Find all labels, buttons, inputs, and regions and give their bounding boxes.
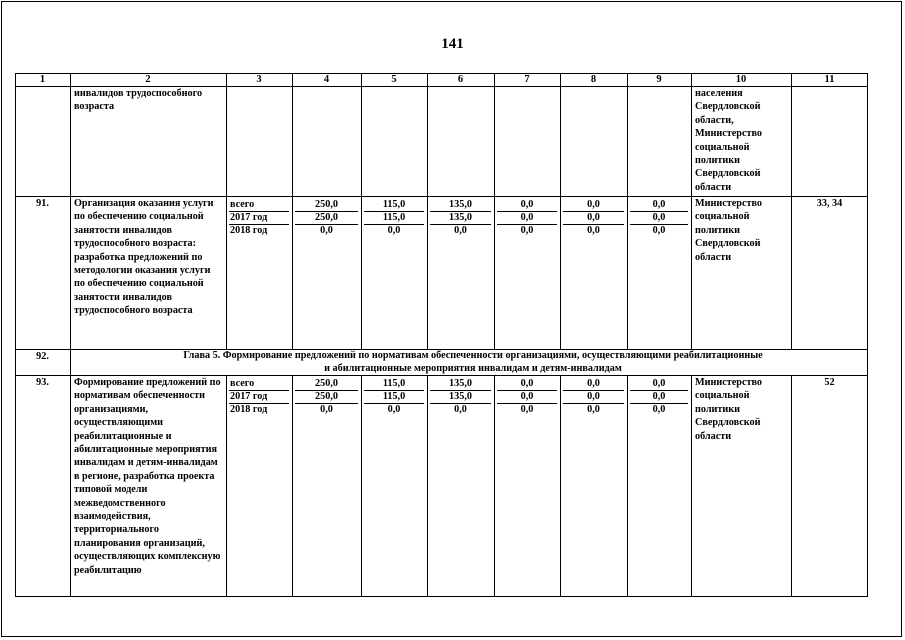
chapter-heading xyxy=(78,350,868,376)
column-header-6: 6 xyxy=(457,74,464,85)
value-cell: 0,0 xyxy=(652,199,666,210)
row-targets: 52 xyxy=(824,377,835,388)
value-cell: 250,0 xyxy=(315,199,338,210)
column-header-8: 8 xyxy=(590,74,597,85)
value-cell: 0,0 xyxy=(652,391,666,402)
table-rule xyxy=(15,196,868,197)
value-cell: 0,0 xyxy=(320,225,333,236)
row-number: 91. xyxy=(36,198,49,209)
table-rule xyxy=(427,73,428,350)
value-cell: 0,0 xyxy=(520,225,534,236)
table-rule xyxy=(15,596,868,597)
column-header-7: 7 xyxy=(524,74,530,85)
column-header-3: 3 xyxy=(256,74,262,85)
value-cell: 0,0 xyxy=(587,199,600,210)
value-cell: 0,0 xyxy=(587,212,600,223)
period-label: всего xyxy=(230,378,255,389)
row-executor: Министерство социальной политики Свердловской области xyxy=(695,198,762,263)
value-cell: 0,0 xyxy=(587,378,600,389)
chapter-heading-line: Глава 5. Формирование предложений по нормативам обеспеченности организациями, осуществляющими реабилитационные xyxy=(183,350,763,361)
period-label: 2018 год xyxy=(230,404,268,415)
value-cell: 0,0 xyxy=(320,404,333,415)
row-executor: Министерство социальной политики Свердловской области xyxy=(695,377,762,442)
table-rule xyxy=(15,86,868,87)
table-rule xyxy=(361,375,362,597)
table-rule xyxy=(494,375,495,597)
value-cell: 0,0 xyxy=(454,404,467,415)
column-header-1: 1 xyxy=(39,74,46,85)
value-cell: 0,0 xyxy=(520,199,534,210)
value-cell: 0,0 xyxy=(387,404,401,415)
continuation-executor: населения Свердловской области, Министерство социальной политики Свердловской области xyxy=(695,88,762,193)
column-header-4: 4 xyxy=(323,74,330,85)
value-cell: 0,0 xyxy=(520,212,534,223)
row-description: Организация оказания услуги по обеспечению социальной занятости инвалидов трудоспособного возраста: разработка предложений по методологии оказания услуги по обеспечению социальной занятости инвалидов трудоспособного возраста xyxy=(74,198,214,317)
table-rule xyxy=(361,73,362,350)
column-header-5: 5 xyxy=(391,74,397,85)
table-rule xyxy=(691,375,692,597)
period-label: 2017 год xyxy=(230,391,268,402)
value-cell: 250,0 xyxy=(315,391,338,402)
table-rule xyxy=(226,73,227,350)
value-cell: 115,0 xyxy=(382,378,406,389)
value-cell: 135,0 xyxy=(449,378,472,389)
period-label: 2017 год xyxy=(230,212,268,223)
table-rule xyxy=(691,73,692,350)
table-rule xyxy=(560,375,561,597)
value-cell: 0,0 xyxy=(454,225,467,236)
continuation-description: инвалидов трудоспособного возраста xyxy=(74,88,203,113)
value-cell: 115,0 xyxy=(382,212,406,223)
page-number: 141 xyxy=(441,36,464,52)
table-rule xyxy=(427,375,428,597)
document-table xyxy=(15,73,868,597)
value-cell: 0,0 xyxy=(387,225,401,236)
value-cell: 0,0 xyxy=(587,404,600,415)
value-cell: 115,0 xyxy=(382,391,406,402)
value-cell: 0,0 xyxy=(587,225,600,236)
value-cell: 135,0 xyxy=(449,199,472,210)
value-cell: 250,0 xyxy=(315,212,338,223)
row-number: 93. xyxy=(36,377,49,388)
table-rule xyxy=(627,73,628,350)
chapter-heading-line: и абилитационные мероприятия инвалидам и детям-инвалидам xyxy=(324,362,622,374)
row-number: 92. xyxy=(36,351,49,362)
table-rule xyxy=(494,73,495,350)
value-cell: 0,0 xyxy=(520,378,534,389)
value-cell: 0,0 xyxy=(652,212,666,223)
value-cell: 115,0 xyxy=(382,199,406,210)
table-rule xyxy=(791,375,792,597)
period-label: всего xyxy=(230,199,255,210)
value-cell: 0,0 xyxy=(652,378,666,389)
value-cell: 0,0 xyxy=(520,404,534,415)
value-cell: 135,0 xyxy=(449,212,472,223)
table-rule xyxy=(791,73,792,350)
table-rule xyxy=(292,73,293,350)
table-rule xyxy=(15,73,16,597)
table-rule xyxy=(15,349,868,350)
value-cell: 0,0 xyxy=(652,404,666,415)
table-rule xyxy=(560,73,561,350)
table-rule xyxy=(627,375,628,597)
table-rule xyxy=(15,73,868,74)
value-cell: 0,0 xyxy=(587,391,600,402)
value-cell: 0,0 xyxy=(520,391,534,402)
table-rule xyxy=(70,73,71,597)
column-header-10: 10 xyxy=(735,74,747,85)
column-header-2: 2 xyxy=(145,74,151,85)
column-header-9: 9 xyxy=(656,74,662,85)
row-targets: 33, 34 xyxy=(816,198,843,209)
value-cell: 135,0 xyxy=(449,391,472,402)
table-rule xyxy=(226,375,227,597)
value-cell: 0,0 xyxy=(652,225,666,236)
period-label: 2018 год xyxy=(230,225,268,236)
table-rule xyxy=(867,73,868,597)
table-rule xyxy=(15,375,868,376)
column-header-11: 11 xyxy=(824,74,835,85)
table-rule xyxy=(292,375,293,597)
value-cell: 250,0 xyxy=(315,378,338,389)
row-description: Формирование предложений по нормативам обеспеченности организациями, осуществляющими реабилитационные и абилитационные мероприятия инвалидам и детям-инвалидам в регионе, разработка проекта типовой модели межведомственного взаимодействия, территориального планирования организаций, осуществляющих комплексную реабилитацию xyxy=(74,377,221,576)
